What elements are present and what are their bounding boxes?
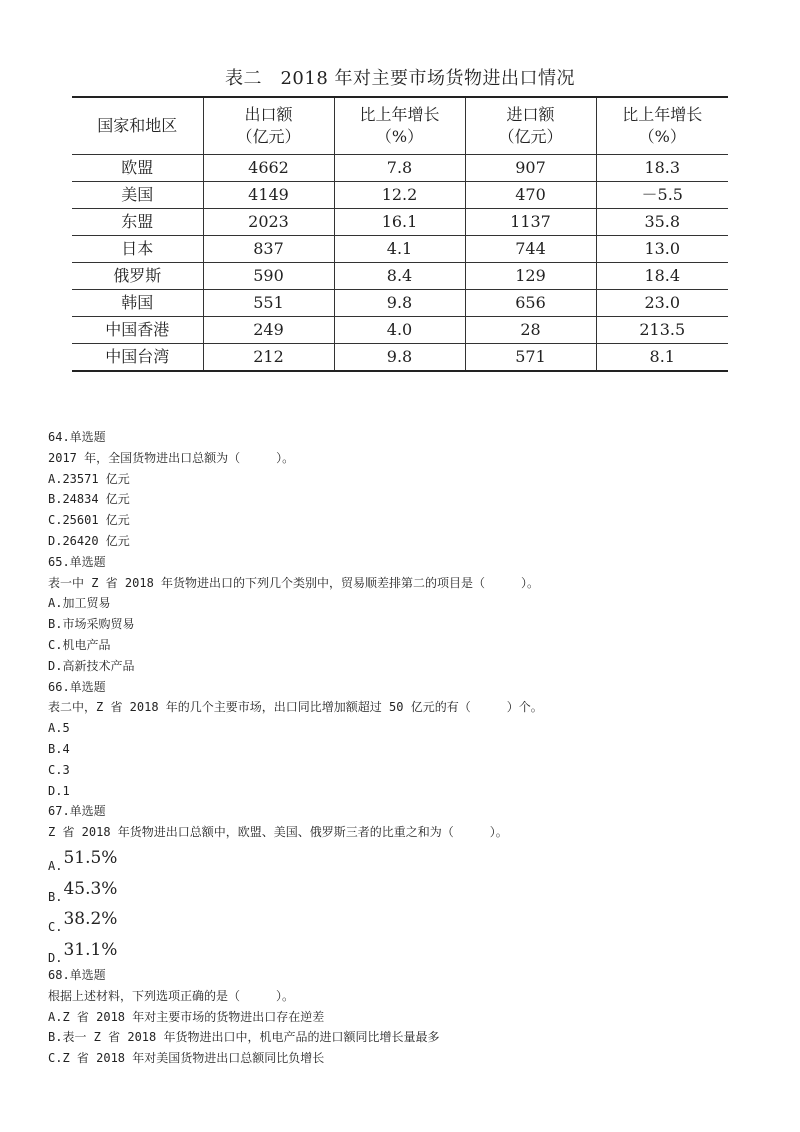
table-cell: 4.0 bbox=[334, 317, 465, 344]
table-cell: 13.0 bbox=[596, 236, 728, 263]
answer-option[interactable] bbox=[48, 904, 768, 935]
answer-option[interactable]: B.市场采购贸易 bbox=[48, 617, 135, 632]
option-label: A. bbox=[48, 859, 63, 874]
question-stem: 表一中 Z 省 2018 年货物进出口的下列几个类别中，贸易顺差排第二的项目是（ ）。 bbox=[48, 575, 540, 590]
answer-option[interactable]: C.机电产品 bbox=[48, 637, 111, 652]
answer-option[interactable]: B.4 bbox=[48, 741, 70, 756]
table-row bbox=[72, 236, 728, 263]
table-cell: 俄罗斯 bbox=[72, 263, 203, 290]
table-cell: 4149 bbox=[203, 182, 334, 209]
table-cell: 571 bbox=[465, 344, 596, 372]
table-cell: 590 bbox=[203, 263, 334, 290]
table-row bbox=[72, 182, 728, 209]
table-cell: 2023 bbox=[203, 209, 334, 236]
table-cell: 656 bbox=[465, 290, 596, 317]
answer-option[interactable]: D.1 bbox=[48, 783, 70, 798]
table-cell: 470 bbox=[465, 182, 596, 209]
table-cell: 东盟 bbox=[72, 209, 203, 236]
question-header: 64.单选题 bbox=[48, 430, 106, 444]
table-cell: 12.2 bbox=[334, 182, 465, 209]
table-cell: 美国 bbox=[72, 182, 203, 209]
table-cell: 9.8 bbox=[334, 344, 465, 372]
trade-table bbox=[72, 96, 728, 372]
answer-option[interactable]: D.高新技术产品 bbox=[48, 658, 135, 673]
column-header: 比上年增长 （%） bbox=[596, 97, 728, 155]
table-cell: 中国香港 bbox=[72, 317, 203, 344]
question-header: 66.单选题 bbox=[48, 679, 106, 694]
table-cell: 16.1 bbox=[334, 209, 465, 236]
answer-option[interactable]: C.3 bbox=[48, 762, 70, 777]
table-row bbox=[72, 155, 728, 182]
column-header: 出口额 （亿元） bbox=[203, 97, 334, 155]
question-stem: 表二中，Z 省 2018 年的几个主要市场，出口同比增加额超过 50 亿元的有（ ）个。 bbox=[48, 700, 543, 715]
question-stem: 2017 年，全国货物进出口总额为（ ）。 bbox=[48, 450, 295, 465]
answer-option[interactable] bbox=[48, 843, 768, 874]
answer-option[interactable] bbox=[48, 873, 768, 904]
question-stem: Z 省 2018 年货物进出口总额中，欧盟、美国、俄罗斯三者的比重之和为（ ）。 bbox=[48, 825, 508, 840]
table-title: 表二 2018 年对主要市场货物进出口情况 bbox=[224, 68, 576, 89]
table-cell: 23.0 bbox=[596, 290, 728, 317]
table-cell: 4.1 bbox=[334, 236, 465, 263]
table-row bbox=[72, 344, 728, 372]
table-cell: 744 bbox=[465, 236, 596, 263]
option-value: 45.3% bbox=[63, 878, 118, 899]
table-row bbox=[72, 209, 728, 236]
answer-option[interactable]: A.23571 亿元 bbox=[48, 471, 130, 486]
column-header: 国家和地区 bbox=[72, 97, 203, 155]
column-header: 进口额 （亿元） bbox=[465, 97, 596, 155]
option-value: 51.5% bbox=[63, 848, 118, 869]
option-label: B. bbox=[48, 889, 63, 904]
table-cell: 8.1 bbox=[596, 344, 728, 372]
table-cell: 551 bbox=[203, 290, 334, 317]
question-list bbox=[48, 427, 768, 1069]
answer-option[interactable]: A.Z 省 2018 年对主要市场的货物进出口存在逆差 bbox=[48, 1009, 325, 1024]
answer-option[interactable]: A.5 bbox=[48, 721, 70, 736]
column-header: 比上年增长 （%） bbox=[334, 97, 465, 155]
table-cell: 18.4 bbox=[596, 263, 728, 290]
answer-option[interactable] bbox=[48, 934, 768, 965]
question-header: 67.单选题 bbox=[48, 804, 106, 819]
answer-option[interactable]: D.26420 亿元 bbox=[48, 533, 130, 548]
table-cell: 8.4 bbox=[334, 263, 465, 290]
answer-option[interactable]: A.加工贸易 bbox=[48, 596, 111, 611]
answer-option[interactable]: C.Z 省 2018 年对美国货物进出口总额同比负增长 bbox=[48, 1051, 325, 1066]
table-cell: －5.5 bbox=[596, 182, 728, 209]
answer-option[interactable]: B.24834 亿元 bbox=[48, 492, 130, 507]
option-value: 31.1% bbox=[63, 939, 118, 960]
question-stem: 根据上述材料，下列选项正确的是（ ）。 bbox=[48, 988, 295, 1003]
table-cell: 837 bbox=[203, 236, 334, 263]
answer-option[interactable]: C.25601 亿元 bbox=[48, 513, 130, 528]
option-label: C. bbox=[48, 920, 63, 935]
table-cell: 212 bbox=[203, 344, 334, 372]
table-cell: 韩国 bbox=[72, 290, 203, 317]
table-cell: 日本 bbox=[72, 236, 203, 263]
answer-option[interactable]: B.表一 Z 省 2018 年货物进出口中，机电产品的进口额同比增长量最多 bbox=[48, 1030, 440, 1045]
table-cell: 欧盟 bbox=[72, 155, 203, 182]
table-cell: 213.5 bbox=[596, 317, 728, 344]
table-row bbox=[72, 317, 728, 344]
table-cell: 907 bbox=[465, 155, 596, 182]
table-header-row bbox=[72, 97, 728, 155]
table-cell: 28 bbox=[465, 317, 596, 344]
table-cell: 1137 bbox=[465, 209, 596, 236]
table-cell: 7.8 bbox=[334, 155, 465, 182]
table-cell: 129 bbox=[465, 263, 596, 290]
table-row bbox=[72, 290, 728, 317]
table-cell: 中国台湾 bbox=[72, 344, 203, 372]
table-row bbox=[72, 263, 728, 290]
option-value: 38.2% bbox=[63, 909, 118, 930]
table-cell: 35.8 bbox=[596, 209, 728, 236]
question-header: 68.单选题 bbox=[48, 967, 106, 982]
question-header: 65.单选题 bbox=[48, 554, 106, 569]
table-cell: 4662 bbox=[203, 155, 334, 182]
table-cell: 249 bbox=[203, 317, 334, 344]
table-cell: 18.3 bbox=[596, 155, 728, 182]
option-label: D. bbox=[48, 950, 63, 965]
table-cell: 9.8 bbox=[334, 290, 465, 317]
